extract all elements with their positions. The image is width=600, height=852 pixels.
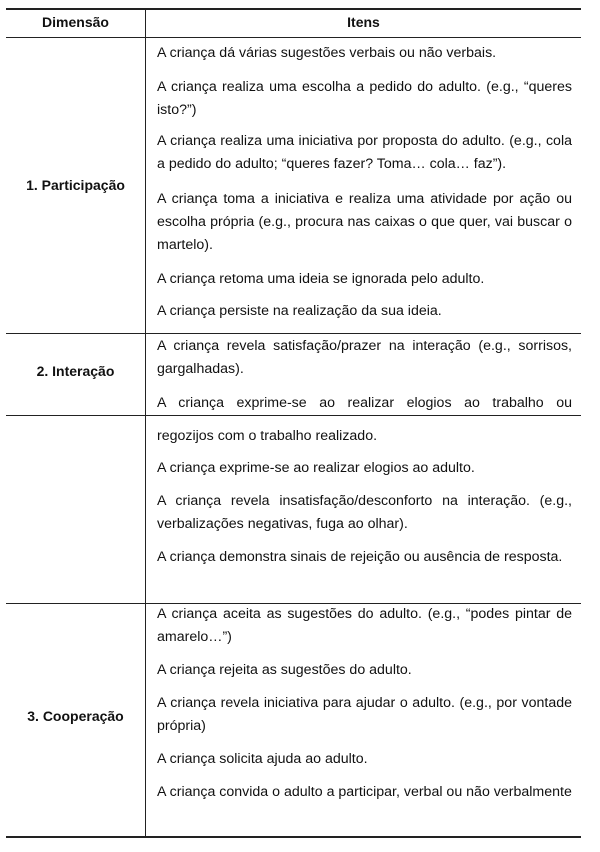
column-header-items: Itens: [347, 14, 380, 30]
section-rule: [6, 415, 581, 416]
table-item: A criança persiste na realização da sua ideia.: [157, 303, 442, 319]
table-item: A criança revela insatisfação/desconforto na interação. (e.g., verbalizações negativas, fuga ao olhar).: [157, 493, 572, 532]
table-item: A criança rejeita as sugestões do adulto.: [157, 662, 412, 678]
table-item: regozijos com o trabalho realizado.: [157, 428, 378, 444]
dimension-label-interaction: 2. Interação: [36, 363, 115, 379]
table-item: A criança solicita ajuda ao adulto.: [157, 751, 368, 767]
table-item: A criança realiza uma escolha a pedido do adulto. (e.g., “queres isto?”): [157, 79, 572, 118]
dimension-label-participation: 1. Participação: [26, 177, 125, 193]
section-rule: [6, 333, 581, 334]
table-item: A criança demonstra sinais de rejeição ou ausência de resposta.: [157, 549, 563, 565]
table-item: A criança convida o adulto a participar, verbal ou não verbalmente: [157, 784, 572, 800]
table-item: A criança exprime-se ao realizar elogios ao adulto.: [157, 460, 475, 476]
table-item: A criança aceita as sugestões do adulto. (e.g., “podes pintar de amarelo…”): [157, 606, 572, 645]
header-rule: [6, 37, 581, 38]
table-item: A criança retoma uma ideia se ignorada pelo adulto.: [157, 271, 485, 287]
table-item: A criança exprime-se ao realizar elogios ao trabalho ou: [157, 395, 572, 411]
dimension-label-cooperation: 3. Cooperação: [27, 708, 124, 724]
table-bottom-rule: [6, 836, 581, 838]
column-header-dimension: Dimensão: [42, 14, 109, 30]
table-item: A criança revela iniciativa para ajudar o adulto. (e.g., por vontade própria): [157, 695, 572, 734]
column-separator: [145, 8, 146, 838]
table-item: A criança revela satisfação/prazer na interação (e.g., sorrisos, gargalhadas).: [157, 338, 572, 377]
table-item: A criança dá várias sugestões verbais ou não verbais.: [157, 45, 497, 61]
table-top-rule: [6, 8, 581, 10]
table-item: A criança toma a iniciativa e realiza uma atividade por ação ou escolha própria (e.g., procura nas caixas o que quer, vai buscar o martelo).: [157, 191, 572, 253]
table-item: A criança realiza uma iniciativa por proposta do adulto. (e.g., cola a pedido do adulto; “queres fazer? Toma… cola… faz”).: [157, 133, 572, 172]
